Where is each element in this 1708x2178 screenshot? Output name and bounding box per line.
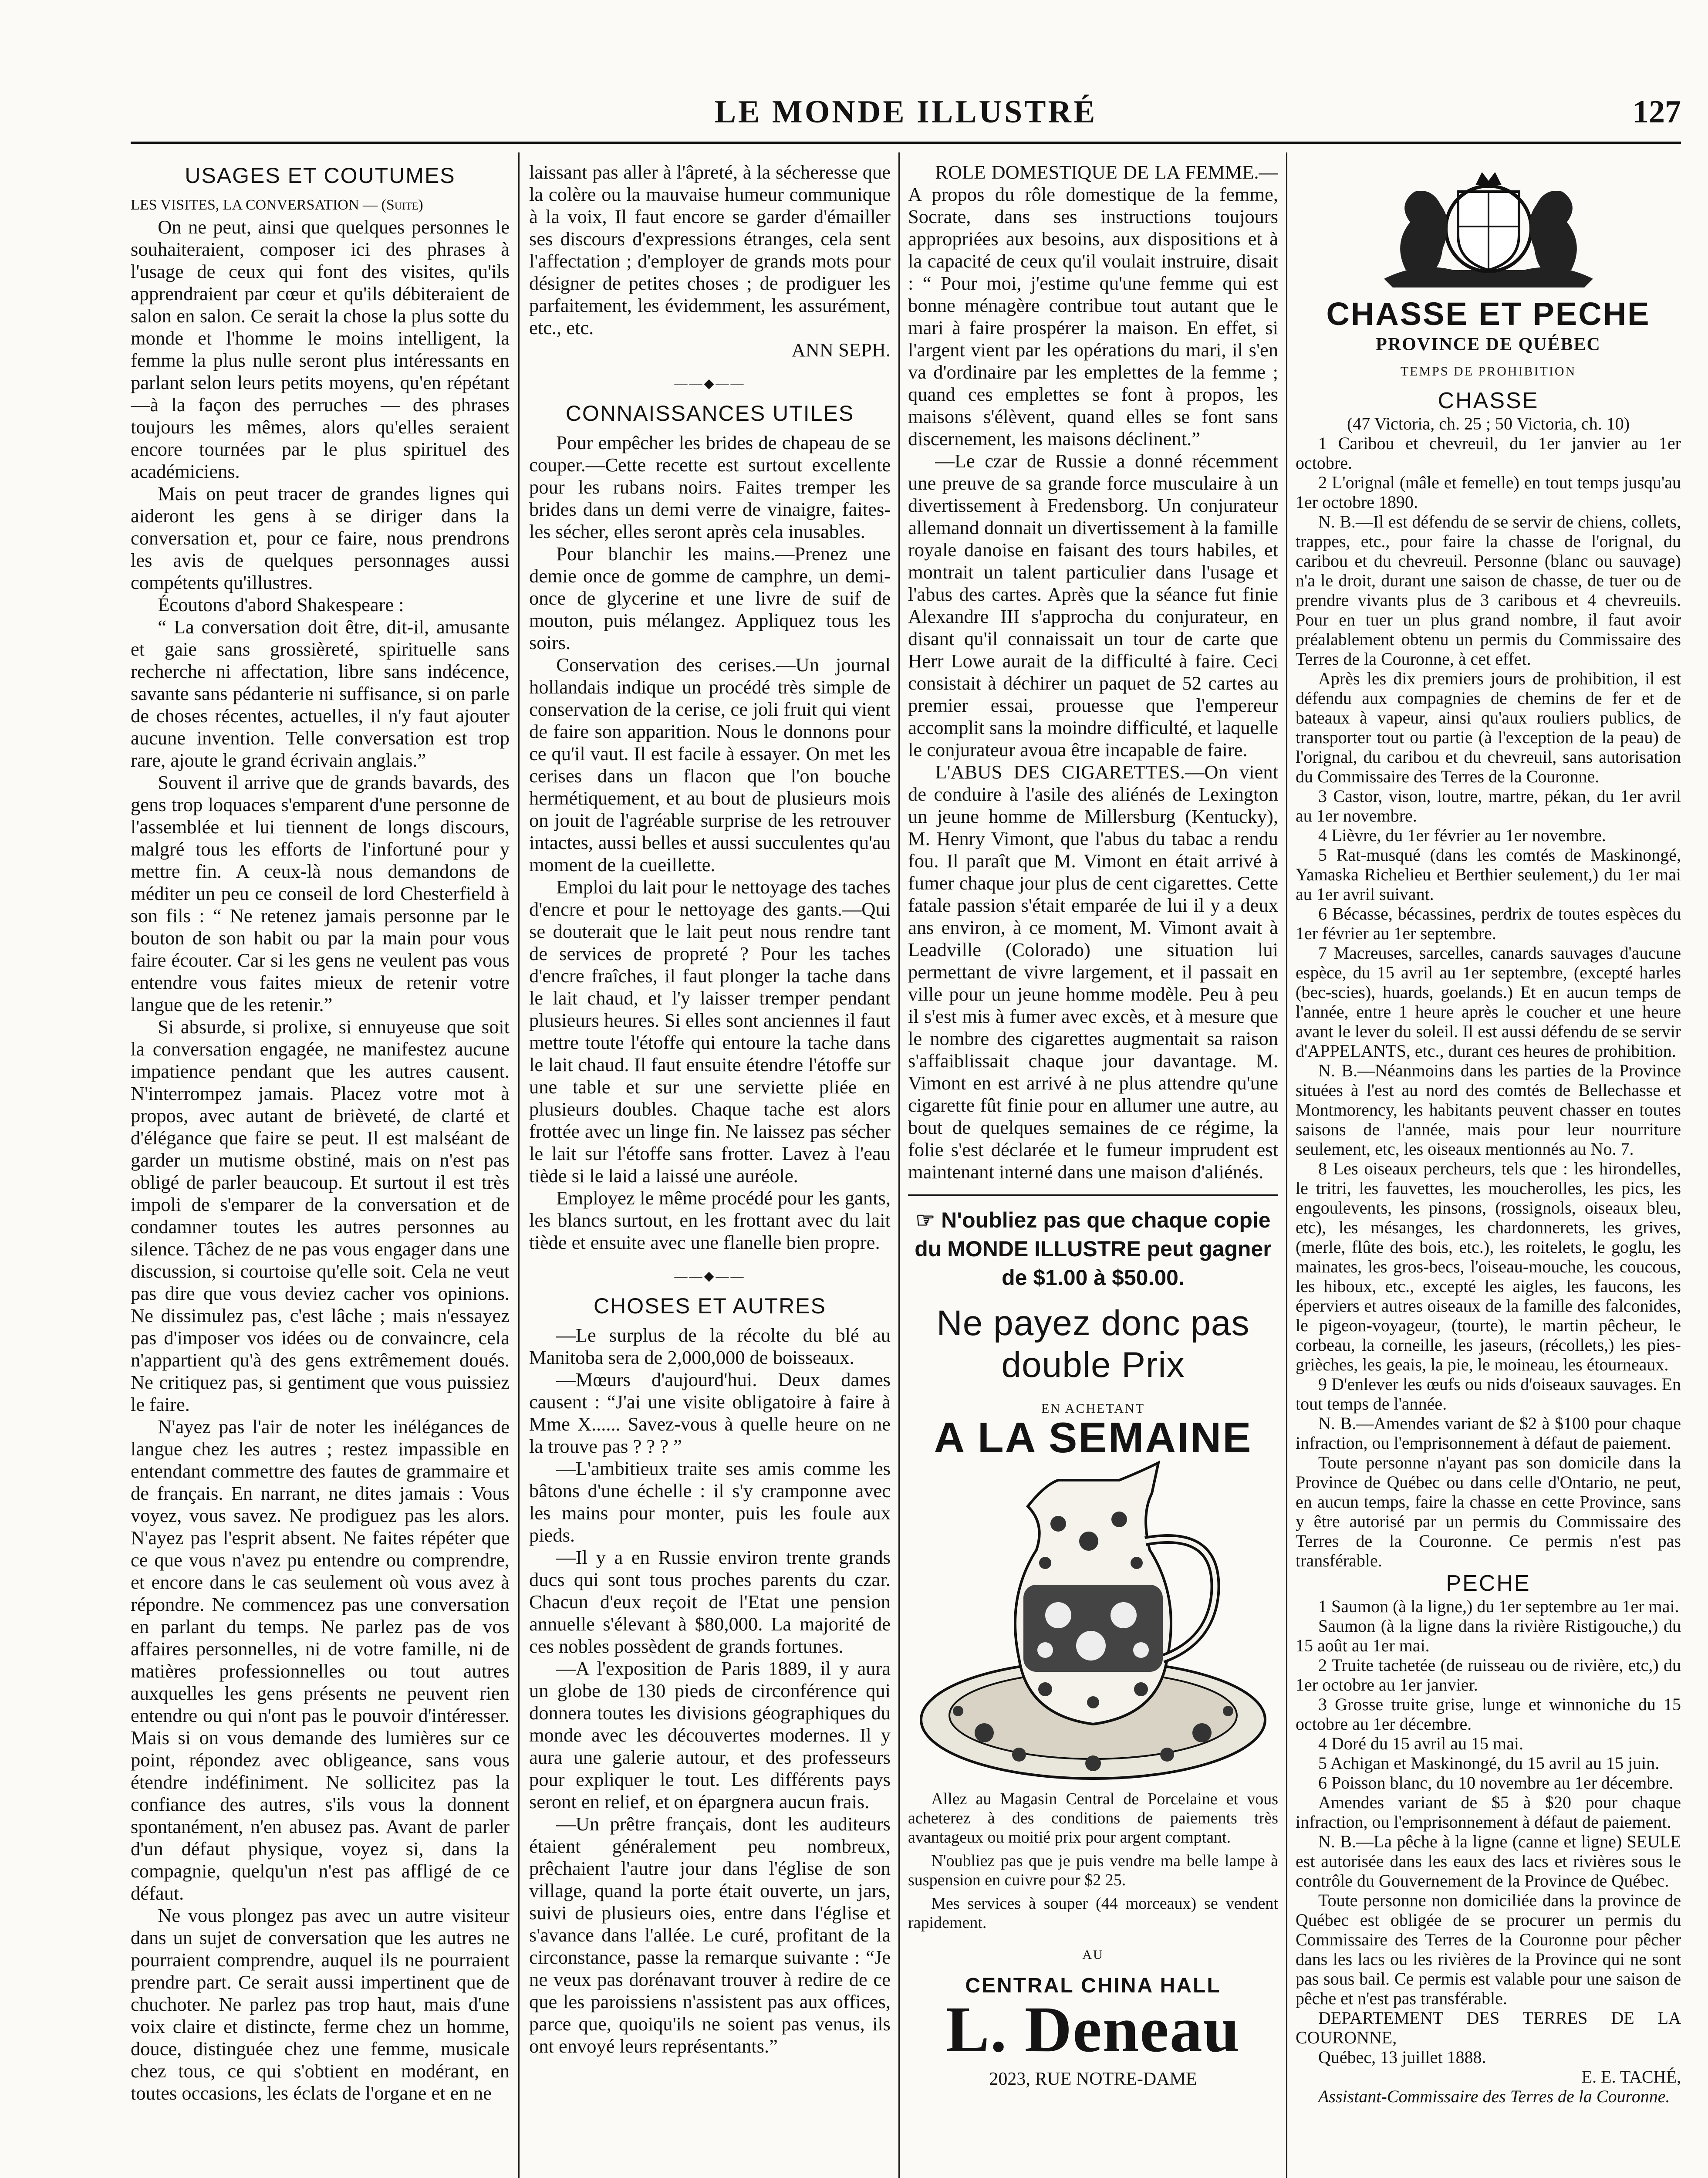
list-item: 6 Poisson blanc, du 10 novembre au 1er décembre. bbox=[1318, 1773, 1674, 1792]
list-item: 5 Rat-musqué (dans les comtés de Maskinongé, Yamaska Richelieu et Berthier seulement,) du 1er mai au 1er avril suivant. bbox=[1296, 845, 1681, 904]
list-item: 8 Les oiseaux percheurs, tels que : les hirondelles, le tritri, les fauvettes, les moucherolles, les pics, les engoulevents, les pinsons, (rossignols, oiseaux bleu, etc), les mésanges, les chardonnerets, les grives, (merle, flûte des bois, etc.), les roitelets, le goglu, les mainates, les gros-becs, l'oiseau-mouche, les coucous, les hiboux, etc., excepté les aigles, les faucons, les éperviers et autres oiseaux de la famille des falconides, le pigeon-voyageur, (tourte), le martin pêcheur, le corbeau, la corneille, les jaseurs, (récollets,) les pies-grièches, les geais, la pie, le moineau, les étourneaux. bbox=[1296, 1159, 1681, 1374]
chasse-heading: CHASSE bbox=[1438, 388, 1539, 413]
list-item: Toute personne non domiciliée dans la province de Québec est obligée de se procurer un permis du Commissaire des Terres de la Couronne pour pêcher dans les lacs ou les rivières de la Province qui ne sont pas sous bail. Ce permis est valable pour une saison de pêche et n'est pas transférable. bbox=[1296, 1891, 1681, 2008]
list-item: N. B.—Amendes variant de $2 à $100 pour chaque infraction, ou l'emprisonnement à défaut de paiement. bbox=[1296, 1414, 1681, 1453]
list-item: N. B.—Néanmoins dans les parties de la Province situées à l'est au nord des comtés de Bellechasse et Montmorency, les habitants peuvent chasser en toutes saisons de l'année, mais pour leur nourriture seulement, etc, les oiseaux mentionnés au No. 7. bbox=[1296, 1061, 1681, 1159]
ad-buying: EN ACHETANT bbox=[1041, 1401, 1145, 1416]
column-chasse-peche bbox=[1296, 161, 1681, 2178]
list-item: 5 Achigan et Maskinongé, du 15 avril au 15 juin. bbox=[1318, 1753, 1660, 1773]
list-item: 4 Lièvre, du 1er février au 1er novembre. bbox=[1318, 825, 1606, 845]
paragraph bbox=[908, 161, 1278, 450]
ad-text: N'oubliez pas que je puis vendre ma belle lampe à suspension en cuivre pour $2 25. bbox=[908, 1852, 1278, 1889]
paragraph: Pour blanchir les mains.—Prenez une demie once de gomme de camphre, un demi-once de glycerine et une livre de suif de mouton, puis mélangez. Appliquez tous les soirs. bbox=[529, 543, 891, 653]
list-item: N. B.—Il est défendu de se servir de chiens, collets, trappes, etc., pour faire la chasse de l'orignal, du caribou et du chevreuil. Personne (blanc ou sauvage) n'a le droit, durant une saison de chasse, de tuer ou de prendre vivants plus de 3 caribous et 4 chevreuils. Pour en tuer un plus grand nombre, il faut avoir préalablement obtenu un permis du Commissaire des Terres de la Couronne, à cet effet. bbox=[1296, 512, 1681, 669]
newspaper-title: LE MONDE ILLUSTRÉ bbox=[714, 94, 1097, 130]
column-faits-divers bbox=[908, 161, 1278, 2178]
pointing-hand-icon: ☞ bbox=[915, 1208, 942, 1232]
item-title: L'ABUS DES CIGARETTES. bbox=[935, 761, 1185, 783]
paragraph: On ne peut, ainsi que quelques personnes le souhaiteraient, composer ici des phrases à l'usage de ceux qui font des visites, qu'ils apprendraient par cœur et qu'ils débiteraient de salon en salon. Ce serait la chose la plus sotte du monde et l'homme le moins intelligent, la femme la plus nulle seront plus intéressants en parlant selon leurs petits moyens, qu'en répétant—à la façon des perruches — des phrases toujours les mêmes, alors qu'elles seraient encore tournées par le plus spirituel des académiciens. bbox=[131, 216, 510, 482]
column-rule bbox=[518, 152, 520, 2178]
masthead bbox=[131, 94, 1681, 144]
list-item: 7 Macreuses, sarcelles, canards sauvages d'aucune espèce, du 15 avril au 1er septembre, (excepté harles (bec-scies), huards, goelands.) Et en aucun temps de l'année, entre 1 heure après le coucher et une heure avant le lever du soleil. Il est aussi défendu de se servir d'APPELANTS, etc., durant ces heures de prohibition. bbox=[1296, 943, 1681, 1061]
page-number: 127 bbox=[1633, 94, 1681, 130]
ad-text: Mes services à souper (44 morceaux) se vendent rapidement. bbox=[908, 1894, 1278, 1932]
section-heading: CONNAISSANCES UTILES bbox=[565, 401, 854, 426]
signer-title: Assistant-Commissaire des Terres de la Couronne. bbox=[1318, 2087, 1670, 2106]
paragraph: Ne vous plongez pas avec un autre visiteur dans un sujet de conversation que les autres ne pourraient comprendre, auquel ils ne pourraient prendre part. Ce serait aussi impertinent que de chuchoter. Ne parlez pas trop haut, mais d'une voix claire et distincte, ferme chez un homme, douce, distinguée chez une femme, musicale chez tous, ce qui s'obtient en modérant, en toutes occasions, les éclats de l'organe et en ne bbox=[131, 1904, 510, 2104]
signer-name: E. E. TACHÉ, bbox=[1581, 2067, 1681, 2087]
list-item: 6 Bécasse, bécassines, perdrix de toutes espèces du 1er février au 1er septembre. bbox=[1296, 904, 1681, 943]
paragraph: Souvent il arrive que de grands bavards, des gens trop loquaces s'emparent d'une personne de l'assemblée et lui tiennent de longs discours, malgré tous les efforts de l'infortuné pour y mettre fin. A ceux-là nous demandons de méditer un peu ce conseil de lord Chesterfield à son fils : “ Ne retenez jamais personne par le bouton de son habit ou par la main pour vous faire écouter. Car si les gens ne veulent pas vous entendre vous faites mieux de retenir votre langue que de les retenir.” bbox=[131, 771, 510, 1015]
paragraph: N'ayez pas l'air de noter les inélégances de langue chez les autres ; restez impassible en entendant commettre des fautes de grammaire et de français. En narrant, ne dites jamais : Vous voyez, vous savez. Ne prodiguez pas les alors. N'ayez pas l'esprit absent. Ne faites répéter que ce que vous n'avez pu entendre ou comprendre, et encore dans le cas seulement où vous avez à répondre. Ne commencez pas une conversation en parlant du temps. Ne parlez pas de vos affaires personnelles, ni de votre famille, ni de matières professionnelles ou tout autres auxquelles les gens présents ne peuvent rien entendre ou qui n'ont pas le pouvoir d'intéresser. Mais si on vous demande des lumières sur ce point, répondez avec obligeance, sans vous étendre indéfiniment. Ne sollicitez pas la confiance des autres, s'ils vous la donnent spontanément, n'en abusez pas. Avant de parler d'un défaut physique, voyez si, dans la compagnie, quelqu'un n'est pas affligé de ce défaut. bbox=[131, 1416, 510, 1904]
ad-headline: Ne payez donc pas double Prix bbox=[936, 1303, 1250, 1385]
paragraph: —Le surplus de la récolte du blé au Manitoba sera de 2,000,000 de boisseaux. bbox=[529, 1324, 891, 1368]
paragraph: —Mœurs d'aujourd'hui. Deux dames causent : “J'ai une visite obligatoire à faire à Mme X...... Savez-vous à quelle heure on ne la trouve pas ? ? ? ” bbox=[529, 1369, 891, 1457]
ad-au: AU bbox=[1082, 1948, 1104, 1962]
list-item: Après les dix premiers jours de prohibition, il est défendu aux compagnies de chemins de fer et de bateaux à vapeur, ainsi qu'aux rouliers publics, de transporter tout ou partie (à l'exception de la peau) de l'orignal, du caribou et du chevreuil, sans autorisation du Commissaire des Terres de la Couronne. bbox=[1296, 669, 1681, 786]
list-item: Saumon (à la ligne dans la rivière Ristigouche,) du 15 août au 1er mai. bbox=[1296, 1616, 1681, 1655]
ad-semaine: A LA SEMAINE bbox=[934, 1414, 1252, 1461]
section-heading: USAGES ET COUTUMES bbox=[185, 163, 456, 188]
paragraph: “ La conversation doit être, dit-il, amusante et gaie sans grossièreté, spirituelle sans recherche ni affectation, libre sans indécence, savante sans pédanterie ni suffisance, si on parle de choses récentes, actuelles, il n'y faut ajouter aucune invention. Telle conversation est trop rare, ajoute le grand écrivain anglais.” bbox=[131, 616, 510, 771]
column-rule bbox=[898, 152, 900, 2178]
column-rule bbox=[1286, 152, 1287, 2178]
department-name: DEPARTEMENT DES TERRES DE LA COURONNE, bbox=[1296, 2008, 1681, 2047]
chasse-list bbox=[1296, 414, 1681, 1570]
ornament-divider: ——◆—— bbox=[674, 376, 746, 391]
paragraph: Écoutons d'abord Shakespeare : bbox=[158, 594, 404, 616]
paragraph bbox=[908, 761, 1278, 1183]
paragraph: —L'ambitieux traite ses amis comme les bâtons d'une échelle : il s'y cramponne avec les mains pour monter, puis les foule aux pieds. bbox=[529, 1458, 891, 1546]
dateline: Québec, 13 juillet 1888. bbox=[1318, 2047, 1486, 2067]
list-item: N. B.—La pêche à la ligne (canne et ligne) SEULE est autorisée dans les eaux des lacs et rivières sous le contrôle du Gouvernement de la Province de Québec. bbox=[1296, 1832, 1681, 1891]
paragraph: Conservation des cerises.—Un journal hollandais indique un procédé très simple de conservation de la cerise, ce joli fruit qui vient de faire son apparition. Nous le donnons pour ce qu'il vaut. Il est facile à essayer. On met les cerises dans un flacon que l'on bouche hermétiquement, et au bout de plusieurs mois on jouit de l'agréable surprise de les retrouver intactes, aussi belles et aussi succulentes qu'au moment de la cueillette. bbox=[529, 654, 891, 876]
list-item: 2 Truite tachetée (de ruisseau ou de rivière, etc,) du 1er octobre au 1er janvier. bbox=[1296, 1655, 1681, 1694]
list-item: 4 Doré du 15 avril au 15 mai. bbox=[1318, 1734, 1523, 1753]
subheading: LES VISITES, LA CONVERSATION — (Suite) bbox=[131, 197, 423, 213]
column-usages bbox=[131, 161, 510, 2178]
store-name: CENTRAL CHINA HALL bbox=[965, 1974, 1221, 1997]
paragraph: Pour empêcher les brides de chapeau de se couper.—Cette recette est surtout excellente pour les rubans noirs. Faites tremper les brides dans un demi verre de vinaigre, faites-les sécher, elles seront après cela inusables. bbox=[529, 432, 891, 542]
store-address: 2023, RUE NOTRE-DAME bbox=[989, 2069, 1197, 2089]
item-text: —A propos du rôle domestique de la femme, Socrate, dans ses instructions toujours appropriées aux besoins, aux dispositions et à la capacité de ceux qu'il voulait instruire, disait : “ Pour moi, j'estime qu'une femme qui est bonne ménagère contribue tout autant que le mari à faire prospérer la maison. En effet, si l'argent vient par les opérations du mari, il s'en va d'ordinaire par les emplettes de la femme ; quand ces emplettes se font à propos, les maisons s'élèvent, quand elles se font sans discernement, les maisons déclinent.” bbox=[908, 161, 1278, 450]
list-item: Toute personne n'ayant pas son domicile dans la Province de Québec ou dans celle d'Ontario, ne peut, en aucun temps, faire la chasse en cette Province, sans y être autorisé par un permis du Commissaire des Terres de la Couronne. Ce permis n'est pas transférable. bbox=[1296, 1453, 1681, 1570]
list-item: 9 D'enlever les œufs ou nids d'oiseaux sauvages. En tout temps de l'année. bbox=[1296, 1374, 1681, 1414]
list-item: 3 Castor, vison, loutre, martre, pékan, du 1er avril au 1er novembre. bbox=[1296, 786, 1681, 825]
section-heading: CHOSES ET AUTRES bbox=[594, 1294, 826, 1318]
peche-heading: PECHE bbox=[1446, 1571, 1531, 1596]
royal-coat-of-arms-icon bbox=[1367, 161, 1610, 292]
section-title: CHASSE ET PECHE bbox=[1326, 296, 1651, 332]
paragraph: —Le czar de Russie a donné récemment une preuve de sa grande force musculaire à un divertissement à Fredensborg. Un conjurateur allemand donnait un divertissement à la famille royale danoise en faisant des tours habiles, et montrait un talent particulier dans l'usage et l'abus des cartes. Après que la séance fut finie Alexandre III s'approcha du conjurateur, en disant qu'il connaissait un tour de carte que Herr Lowe aurait de la difficulté à faire. Ceci consistait à déchirer un paquet de 52 cartes au premier essai, prouesse que l'empereur accomplit sans la moindre difficulté, et laquelle le conjurateur avoua être incapable de faire. bbox=[908, 450, 1278, 761]
temps-heading: TEMPS DE PROHIBITION bbox=[1400, 364, 1576, 379]
paragraph: —Un prêtre français, dont les auditeurs étaient généralement peu nombreux, prêchaient l'autre jour dans l'église de son village, quand la porte était ouverte, un jars, suivi de plusieurs oies, entre dans l'église et s'avance dans l'allée. Le curé, profitant de la circonstance, passe la remarque suivante : “Je ne veux pas dorénavant trouver à redire de ce que les paroissiens n'assistent pas aux offices, parce que, quoiqu'ils ne soient pas venus, ils ont envoyé leurs représentants.” bbox=[529, 1813, 891, 2057]
province-heading: PROVINCE DE QUÉBEC bbox=[1376, 335, 1601, 355]
paragraph: Emploi du lait pour le nettoyage des taches d'encre et pour le nettoyage des gants.—Qui se douterait que le lait peut nous rendre tant de services de propreté ? Pour les taches d'encre fraîches, il faut plonger la tache dans le lait chaud, et l'y laisser tremper pendant plusieurs heures. Si elles sont anciennes il faut mettre toute l'étoffe qui entoure la tache dans le lait chaud. Il faut ensuite étendre l'étoffe sur une table et sur une serviette pliée en plusieurs doubles. Chaque tache est alors frottée avec un linge fin. Ne laissez pas sécher le lait sur l'étoffe sans frotter. Lavez à l'eau tiède si le laid a laissé une auréole. bbox=[529, 876, 891, 1187]
paragraph: Employez le même procédé pour les gants, les blancs surtout, en les frottant avec du lait tiède et ensuite avec une flanelle bien propre. bbox=[529, 1187, 891, 1253]
pitcher-and-basin-illustration bbox=[915, 1454, 1272, 1785]
column-connaissances bbox=[529, 161, 891, 2178]
paragraph: Mais on peut tracer de grandes lignes qui aideront les gens à se diriger dans la conversation et, pour ce faire, nous prendrons les avis de quelques personnages aussi compétents qu'illustres. bbox=[131, 483, 510, 593]
list-item: 1 Caribou et chevreuil, du 1er janvier au 1er octobre. bbox=[1296, 433, 1681, 473]
ad-notice: ☞ N'oubliez pas que chaque copie du MONDE ILLUSTRE peut gagner de $1.00 à $50.00. bbox=[915, 1208, 1272, 1290]
list-item: 1 Saumon (à la ligne,) du 1er septembre au 1er mai. bbox=[1318, 1596, 1679, 1616]
paragraph: —A l'exposition de Paris 1889, il y aura un globe de 130 pieds de circonférence qui donnera toutes les divisions géographiques du monde avec les découvertes modernes. Il y aura une galerie autour, et des professeurs pour expliquer le tout. Les différents pays seront en relief, et on épargnera aucun frais. bbox=[529, 1657, 891, 1813]
advertisement bbox=[908, 1194, 1278, 2090]
list-item: Amendes variant de $5 à $20 pour chaque infraction, ou l'emprisonnement à défaut de paiement. bbox=[1296, 1792, 1681, 1832]
item-text: —On vient de conduire à l'asile des aliénés de Lexington un jeune homme de Millersburg (Kentucky), M. Henry Vimont, que l'abus du tabac a rendu fou. Il paraît que M. Vimont en était arrivé à fumer chaque jour plus de cent cigarettes. Cette fatale passion s'était emparée de lui il y a deux ans environ, à ce moment, M. Vimont avait à Leadville (Colorado) une situation lui permettant de vivre largement, et il passait en ville pour un jeune homme modèle. Peu à peu il s'est mis à fumer avec excès, et à mesure que le nombre des cigarettes augmentait sa raison s'affaiblissait chaque jour davantage. M. Vimont en est arrivé à ne plus attendre qu'une cigarette fût finie pour en allumer une autre, au bout de quelques semaines de ce régime, la folie s'est déclarée et le fumeur imprudent est maintenant interné dans une maison d'aliénés. bbox=[908, 761, 1278, 1183]
author-signature: ANN SEPH. bbox=[791, 339, 891, 361]
peche-list bbox=[1296, 1596, 1681, 2106]
list-item: 2 L'orignal (mâle et femelle) en tout temps jusqu'au 1er octobre 1890. bbox=[1296, 473, 1681, 512]
paragraph: laissant pas aller à l'âpreté, à la sécheresse que la colère ou la mauvaise humeur communique à la voix, Il faut encore se garder d'émailler ses discours d'expressions étranges, cela sent l'affectation ; d'employer de grands mots pour désigner de petites choses ; de prodiguer les parfaitement, les évidemment, les assurément, etc., etc. bbox=[529, 161, 891, 338]
item-title: ROLE DOMESTIQUE DE LA FEMME. bbox=[935, 161, 1259, 183]
list-item: 3 Grosse truite grise, lunge et winnoniche du 15 octobre au 1er décembre. bbox=[1296, 1694, 1681, 1734]
ornament-divider: ——◆—— bbox=[674, 1269, 746, 1283]
statute-reference: (47 Victoria, ch. 25 ; 50 Victoria, ch. 10) bbox=[1347, 414, 1630, 433]
paragraph: Si absurde, si prolixe, si ennuyeuse que soit la conversation engagée, ne manifestez aucune impatience pendant que les autres causent. N'interrompez jamais. Placez votre mot à propos, avec autant de brièveté, de clarté et d'élégance que faire se peut. Il est malséant de garder un mutisme obstiné, mais on n'est pas obligé de parler beaucoup. Et surtout il est très impoli de s'emparer de la conversation et de condamner toutes les autres personnes au silence. Tâchez de ne pas vous engager dans une discussion, si courtoise qu'elle soit. Cela ne veut pas dire que vous deviez cacher vos opinions. Ne dissimulez pas, c'est lâche ; mais n'essayez pas d'imposer vos idées ou de convaincre, cela n'appartient qu'à des gens extrêmement doués. Ne critiquez pas, si gentiment que vous puissiez le faire. bbox=[131, 1016, 510, 1415]
merchant-name: L. Deneau bbox=[945, 1993, 1241, 2066]
ad-text: Allez au Magasin Central de Porcelaine et vous acheterez à des conditions de paiements très avantageux ou moitié prix pour argent comptant. bbox=[908, 1790, 1278, 1847]
paragraph: —Il y a en Russie environ trente grands ducs qui sont tous proches parents du czar. Chacun d'eux reçoit de l'Etat une pension annuelle s'élevant à $80,000. La majorité de ces nobles possèdent de grands fortunes. bbox=[529, 1546, 891, 1657]
